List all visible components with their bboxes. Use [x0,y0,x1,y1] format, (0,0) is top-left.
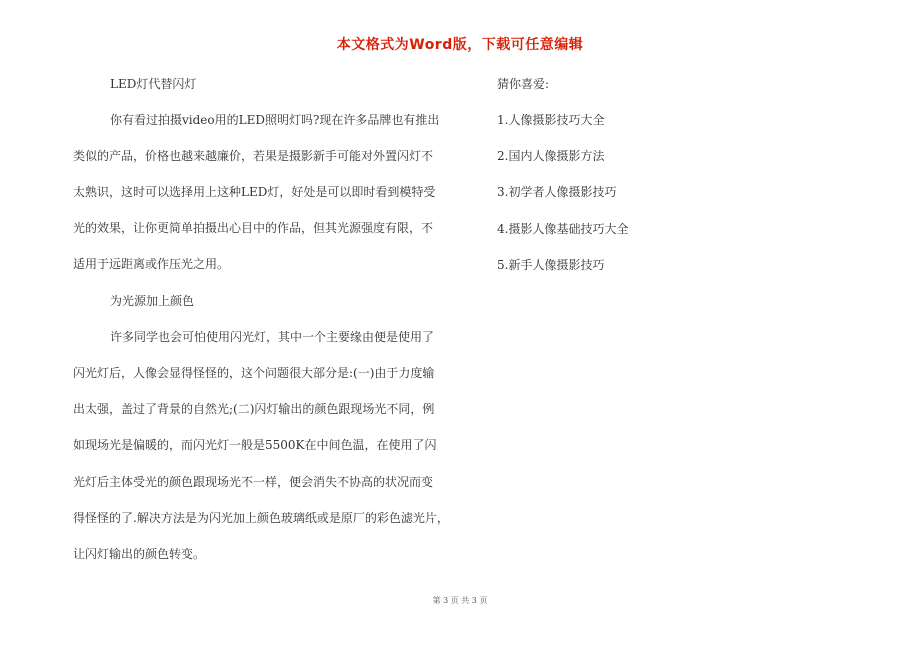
word-format-banner: 本文格式为Word版，下载可任意编辑 [336,37,584,53]
section-heading: LED灯代替闪灯 [110,77,197,91]
sidebar-link[interactable]: 3.初学者人像摄影技巧 [497,185,617,199]
paragraph-line: 让闪灯输出的颜色转变。 [73,547,206,561]
paragraph-line: 出太强，盖过了背景的自然光;(二)闪灯输出的颜色跟现场光不同，例 [73,402,435,416]
paragraph-line: 得怪怪的了.解决方法是为闪光加上颜色玻璃纸或是原厂的彩色滤光片， [73,511,449,525]
paragraph-line: 光的效果，让你更简单拍摄出心目中的作品，但其光源强度有限，不 [73,221,434,235]
paragraph-line: 许多同学也会可怕使用闪光灯，其中一个主要缘由便是使用了 [110,330,435,344]
paragraph-line: 适用于远距离或作压光之用。 [73,257,230,271]
sidebar-link[interactable]: 5.新手人像摄影技巧 [497,258,605,272]
paragraph-line: 光灯后主体受光的颜色跟现场光不一样，便会消失不协高的状况而变 [73,475,434,489]
section-heading: 为光源加上颜色 [110,294,195,308]
page-number: 第 3 页 共 3 页 [432,596,488,605]
paragraph-line: 你有看过拍摄video用的LED照明灯吗?现在许多品牌也有推出 [110,113,440,127]
paragraph-line: 太熟识，这时可以选择用上这种LED灯，好处是可以即时看到模特受 [73,185,436,199]
paragraph-line: 类似的产品，价格也越来越廉价，若果是摄影新手可能对外置闪灯不 [73,149,434,163]
sidebar-title: 猜你喜爱: [497,77,550,91]
sidebar-link[interactable]: 2.国内人像摄影方法 [497,149,605,163]
paragraph-line: 如现场光是偏暖的，而闪光灯一般是5500K在中间色温，在使用了闪 [73,438,437,452]
paragraph-line: 闪光灯后，人像会显得怪怪的，这个问题很大部分是:(一)由于力度输 [73,366,435,380]
sidebar-link[interactable]: 4.摄影人像基础技巧大全 [497,222,629,236]
sidebar-link[interactable]: 1.人像摄影技巧大全 [497,113,605,127]
